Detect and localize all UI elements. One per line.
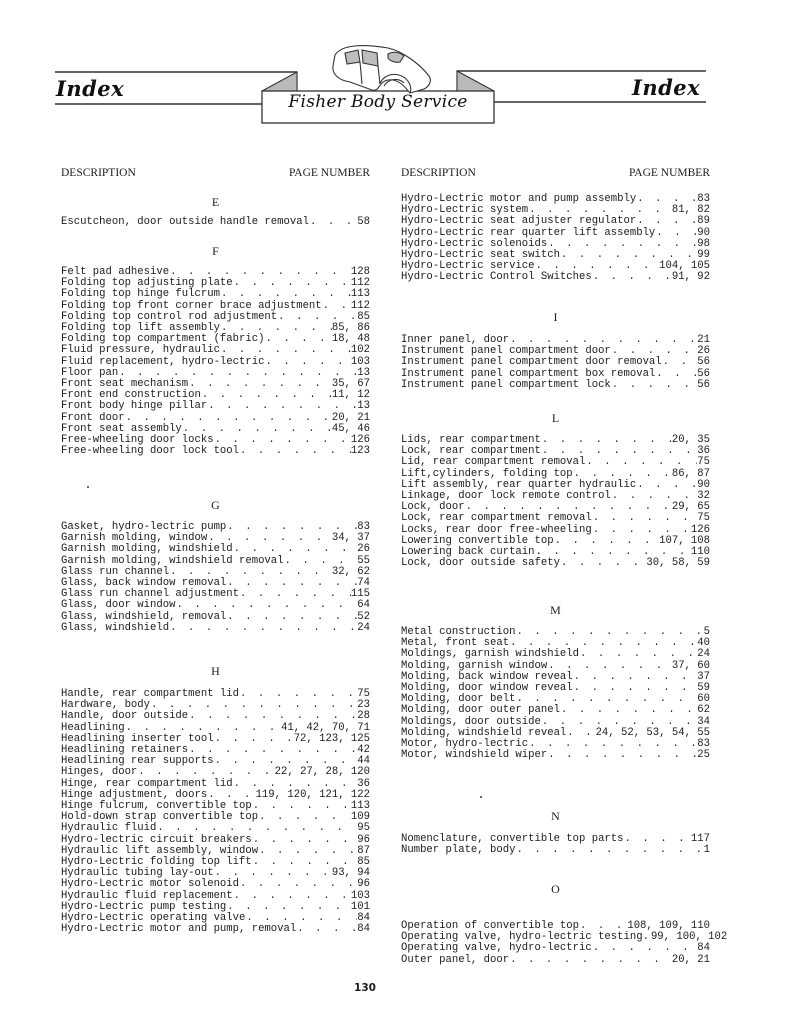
entry-page-number: 98 bbox=[697, 237, 710, 250]
entry-page-number: 84 bbox=[357, 923, 370, 936]
entry-description: Garnish molding, windshield bbox=[61, 543, 233, 556]
dot-leader bbox=[560, 558, 646, 569]
entry-description: Front seat assembly bbox=[61, 422, 182, 435]
entry-description: Nomenclature, convertible top parts bbox=[401, 833, 624, 845]
dot-leader bbox=[188, 711, 357, 722]
header-index-left: Index bbox=[56, 76, 125, 101]
entry-description: Lid, rear compartment removal bbox=[401, 456, 586, 469]
entry-description: Front body hinge pillar bbox=[61, 400, 208, 413]
entry-description: Hydro-Lectric seat adjuster regulator bbox=[401, 215, 637, 228]
entry-description: Number plate, body bbox=[401, 844, 516, 857]
entry-page-number: 107, 108 bbox=[659, 534, 710, 547]
entry-description: Hydro-Lectric service bbox=[401, 260, 535, 273]
entry-page-number: 91, 92 bbox=[671, 271, 710, 284]
index-entry bbox=[61, 544, 370, 555]
dot-leader bbox=[296, 924, 357, 935]
dot-leader bbox=[566, 728, 595, 739]
entry-description: Hydro-Lectric motor and pump assembly bbox=[401, 193, 637, 205]
entry-description: Glass, door window bbox=[61, 599, 176, 612]
entry-description: Free-wheeling door lock tool bbox=[61, 445, 240, 458]
entry-page-number: 75 bbox=[697, 456, 710, 469]
entry-description: Molding, garnish window bbox=[401, 659, 548, 672]
entry-description: Front end construction bbox=[61, 389, 201, 402]
entry-description: Operation of convertible top bbox=[401, 920, 580, 932]
entry-description: Hydro-Lectric pump testing bbox=[61, 900, 227, 913]
entry-page-number: 72, 123, 125 bbox=[293, 732, 370, 745]
dot-leader bbox=[592, 272, 672, 283]
entry-description: Floor pan bbox=[61, 366, 119, 379]
entry-description: Front door bbox=[61, 411, 125, 424]
entry-description: Lock, door outside safety bbox=[401, 557, 560, 570]
entry-page-number: 89 bbox=[697, 215, 710, 228]
index-entry bbox=[61, 446, 370, 457]
entry-description: Folding top lift assembly bbox=[61, 322, 220, 334]
entry-description: Headlining rear supports bbox=[61, 755, 214, 768]
entry-page-number: 75 bbox=[697, 512, 710, 525]
dot-leader bbox=[624, 834, 691, 845]
entry-page-number: 23 bbox=[357, 699, 370, 712]
entry-description: Lock, rear compartment removal bbox=[401, 512, 592, 525]
entry-page-number: 20, 21 bbox=[671, 953, 710, 966]
header-index-right: Index bbox=[632, 75, 701, 100]
entry-page-number: 56 bbox=[697, 378, 710, 391]
index-entry bbox=[61, 823, 370, 834]
index-column-left bbox=[61, 0, 370, 1000]
entry-description: Hydro-Lectric motor solenoid bbox=[61, 878, 240, 891]
dot-leader bbox=[636, 480, 697, 491]
index-entry bbox=[61, 289, 370, 300]
entry-page-number: 101 bbox=[350, 900, 370, 913]
entry-page-number: 28 bbox=[357, 710, 370, 723]
dot-leader bbox=[541, 435, 672, 446]
entry-page-number: 36 bbox=[697, 445, 710, 458]
entry-page-number: 18, 48 bbox=[331, 333, 370, 346]
entry-page-number: 58 bbox=[357, 216, 370, 228]
entry-description: Motor, hydro-lectric bbox=[401, 738, 529, 750]
dot-leader bbox=[214, 734, 294, 745]
dot-leader bbox=[239, 446, 351, 457]
entry-page-number: 40 bbox=[697, 637, 710, 650]
entry-description: Front seat mechanism bbox=[61, 378, 189, 390]
entry-page-number: 56 bbox=[697, 367, 710, 380]
entry-description: Linkage, door lock remote control bbox=[401, 490, 611, 502]
entry-page-number: 96 bbox=[357, 833, 370, 846]
entry-description: Molding, door outer panel bbox=[401, 704, 560, 717]
section-letter: M bbox=[550, 603, 561, 617]
entry-page-number: 34, 37 bbox=[331, 532, 370, 545]
entry-page-number: 86, 87 bbox=[671, 467, 710, 480]
dot-leader bbox=[220, 345, 351, 356]
entry-description: Handle, rear compartment lid bbox=[61, 688, 240, 700]
entry-description: Molding, door belt bbox=[401, 693, 516, 706]
dot-leader bbox=[226, 612, 357, 623]
entry-description: Hinges, door bbox=[61, 766, 138, 779]
dot-leader bbox=[188, 379, 332, 390]
index-entry bbox=[61, 767, 370, 778]
index-entry bbox=[401, 380, 710, 391]
index-entry bbox=[61, 879, 370, 890]
entry-page-number: 35, 67 bbox=[331, 378, 370, 390]
print-speck bbox=[87, 486, 89, 488]
entry-description: Glass, windshield, removal bbox=[61, 610, 227, 623]
entry-page-number: 87 bbox=[357, 844, 370, 857]
entry-description: Folding top compartment (fabric) bbox=[61, 333, 265, 346]
entry-page-number: 117 bbox=[690, 833, 710, 845]
dot-leader bbox=[573, 672, 698, 683]
section-letter: I bbox=[553, 310, 558, 324]
entry-description: Hydraulic fluid bbox=[61, 822, 157, 835]
section-letter: F bbox=[212, 244, 219, 258]
entry-page-number: 41, 42, 70, 71 bbox=[280, 721, 370, 734]
entry-description: Hydro-Lectric seat switch bbox=[401, 249, 560, 261]
dot-leader bbox=[156, 823, 357, 834]
section-letter: L bbox=[551, 411, 560, 425]
index-column-right bbox=[401, 0, 728, 1000]
entry-description: Glass run channel adjustment bbox=[61, 588, 240, 601]
entry-description: Motor, windshield wiper bbox=[401, 749, 548, 762]
entry-page-number: 44 bbox=[357, 755, 370, 768]
dot-leader bbox=[528, 739, 697, 750]
dot-leader bbox=[239, 589, 351, 600]
dot-leader bbox=[509, 955, 672, 966]
dot-leader bbox=[547, 750, 697, 761]
section-letter: E bbox=[211, 195, 220, 209]
index-entry bbox=[401, 955, 710, 966]
entry-page-number: 84 bbox=[357, 912, 370, 924]
entry-page-number: 21 bbox=[697, 334, 710, 346]
index-entry bbox=[401, 845, 710, 856]
index-entry bbox=[401, 649, 710, 660]
dot-leader bbox=[309, 217, 357, 228]
entry-page-number: 109 bbox=[350, 811, 370, 824]
dot-leader bbox=[239, 879, 357, 890]
entry-page-number: 34 bbox=[697, 715, 710, 728]
entry-page-number: 102 bbox=[350, 344, 370, 357]
banner-title: Fisher Body Service bbox=[288, 92, 468, 112]
dot-leader bbox=[258, 812, 351, 823]
entry-description: Molding, back window reveal bbox=[401, 670, 573, 683]
index-entry bbox=[61, 711, 370, 722]
entry-description: Instrument panel compartment door removal bbox=[401, 356, 662, 369]
index-entry bbox=[401, 943, 710, 954]
entry-page-number: 26 bbox=[697, 345, 710, 358]
entry-page-number: 110 bbox=[690, 546, 710, 558]
entry-page-number: 5 bbox=[703, 626, 710, 638]
dot-leader bbox=[592, 943, 698, 954]
dot-leader bbox=[207, 401, 357, 412]
dot-leader bbox=[573, 683, 698, 694]
entry-description: Instrument panel compartment door bbox=[401, 345, 611, 358]
description-header: DESCRIPTION bbox=[61, 167, 136, 179]
index-entry bbox=[401, 357, 710, 368]
entry-page-number: 20, 21 bbox=[331, 411, 370, 424]
dot-leader bbox=[547, 239, 697, 250]
entry-page-number: 64 bbox=[357, 599, 370, 612]
entry-page-number: 62 bbox=[697, 704, 710, 717]
entry-page-number: 24 bbox=[697, 648, 710, 661]
dot-leader bbox=[252, 801, 351, 812]
entry-page-number: 29, 65 bbox=[671, 501, 710, 514]
dot-leader bbox=[233, 278, 351, 289]
entry-page-number: 36 bbox=[357, 777, 370, 790]
entry-page-number: 32 bbox=[697, 490, 710, 502]
dot-leader bbox=[201, 390, 332, 401]
entry-description: Handle, door outside bbox=[61, 710, 189, 723]
dot-leader bbox=[258, 846, 357, 857]
dot-leader bbox=[560, 705, 697, 716]
entry-page-number: 11, 12 bbox=[331, 389, 370, 402]
entry-page-number: 90 bbox=[697, 478, 710, 491]
entry-description: Headlining inserter tool bbox=[61, 732, 214, 745]
entry-page-number: 13 bbox=[357, 400, 370, 413]
dot-leader bbox=[226, 578, 357, 589]
dot-leader bbox=[322, 301, 351, 312]
entry-page-number: 126 bbox=[350, 434, 370, 446]
entry-page-number: 99, 100, 102 bbox=[650, 931, 728, 944]
entry-description: Hydro-Lectric Control Switches bbox=[401, 271, 592, 284]
entry-page-number: 22, 27, 28, 120 bbox=[274, 766, 370, 779]
index-entry bbox=[401, 216, 710, 227]
index-entry bbox=[401, 272, 710, 283]
entry-page-number: 95 bbox=[357, 822, 370, 835]
entry-page-number: 45, 46 bbox=[331, 422, 370, 435]
entry-description: Free-wheeling door locks bbox=[61, 434, 214, 446]
entry-description: Outer panel, door bbox=[401, 953, 510, 966]
dot-leader bbox=[655, 228, 697, 239]
section-letter: G bbox=[211, 498, 220, 512]
dot-leader bbox=[515, 627, 703, 638]
entry-description: Felt pad adhesive bbox=[61, 266, 170, 278]
dot-leader bbox=[662, 357, 698, 368]
entry-description: Folding top hinge fulcrum bbox=[61, 288, 220, 301]
section-letter: H bbox=[211, 664, 220, 678]
entry-page-number: 37 bbox=[697, 670, 710, 683]
entry-page-number: 60 bbox=[697, 693, 710, 706]
entry-description: Folding top front corner brace adjustment bbox=[61, 299, 322, 312]
entry-page-number: 113 bbox=[350, 288, 370, 301]
entry-description: Molding, windshield reveal bbox=[401, 726, 567, 739]
entry-description: Hydro-Lectric system bbox=[401, 204, 529, 217]
entry-description: Escutcheon, door outside handle removal bbox=[61, 216, 309, 228]
entry-page-number: 75 bbox=[357, 688, 370, 700]
entry-page-number: 83 bbox=[697, 738, 710, 750]
entry-description: Folding top control rod adjustment bbox=[61, 310, 278, 323]
entry-description: Hold-down strap convertible top bbox=[61, 811, 259, 824]
entry-description: Operating valve, hydro-lectric testing. bbox=[401, 931, 649, 944]
index-entry bbox=[401, 750, 710, 761]
entry-page-number: 126 bbox=[690, 523, 710, 536]
entry-page-number: 108, 109, 110 bbox=[627, 920, 710, 932]
dot-leader bbox=[239, 689, 357, 700]
entry-description: Lift assembly, rear quarter hydraulic bbox=[401, 478, 637, 491]
entry-description: Molding, door window reveal bbox=[401, 682, 573, 694]
dot-leader bbox=[655, 369, 697, 380]
entry-page-number: 90 bbox=[697, 226, 710, 239]
dot-leader bbox=[579, 649, 697, 660]
entry-page-number: 85 bbox=[357, 310, 370, 323]
entry-description: Fluid pressure, hydraulic bbox=[61, 344, 220, 357]
column-header bbox=[401, 167, 710, 181]
entry-page-number: 103 bbox=[350, 889, 370, 902]
entry-page-number: 83 bbox=[697, 193, 710, 205]
entry-page-number: 123 bbox=[350, 445, 370, 458]
entry-description: Moldings, door outside bbox=[401, 715, 541, 728]
dot-leader bbox=[169, 623, 357, 634]
entry-description: Locks, rear door free-wheeling bbox=[401, 523, 592, 536]
index-entry bbox=[401, 558, 710, 569]
entry-description: Hydro-Lectric operating valve bbox=[61, 912, 246, 924]
entry-description: Instrument panel compartment lock bbox=[401, 378, 611, 391]
dot-leader bbox=[636, 216, 697, 227]
entry-description: Hydro-Lectric solenoids bbox=[401, 237, 548, 250]
entry-description: Garnish molding, window bbox=[61, 532, 208, 545]
entry-description: Glass run channel bbox=[61, 565, 170, 578]
entry-description: Hydro-Lectric folding top lift bbox=[61, 856, 252, 868]
entry-description: Lids, rear compartment bbox=[401, 434, 541, 446]
dot-leader bbox=[252, 835, 358, 846]
index-entry bbox=[61, 401, 370, 412]
entry-description: Lift,cylinders, folding top bbox=[401, 467, 573, 480]
page-number: 130 bbox=[354, 982, 376, 994]
entry-page-number: 103 bbox=[350, 355, 370, 368]
entry-description: Headlining retainers bbox=[61, 744, 189, 756]
entry-description: Gasket, hydro-lectric pump bbox=[61, 521, 227, 533]
entry-description: Metal construction bbox=[401, 626, 516, 638]
entry-page-number: 112 bbox=[350, 277, 370, 290]
entry-page-number: 24 bbox=[357, 621, 370, 634]
entry-page-number: 113 bbox=[350, 800, 370, 812]
entry-description: Garnish molding, windshield removal bbox=[61, 554, 284, 567]
dot-leader bbox=[264, 357, 350, 368]
entry-description: Glass, windshield bbox=[61, 621, 170, 634]
entry-description: Hinge adjustment, doors bbox=[61, 788, 208, 801]
entry-description: Glass, back window removal bbox=[61, 577, 227, 589]
column-header bbox=[61, 167, 370, 181]
entry-description: Lowering back curtain bbox=[401, 546, 535, 558]
entry-description: Hydro-Lectric motor and pump, removal bbox=[61, 923, 297, 936]
entry-page-number: 85 bbox=[357, 856, 370, 868]
dot-leader bbox=[592, 513, 698, 524]
entry-description: Headlining bbox=[61, 721, 125, 734]
entry-page-number: 119, 120, 121, 122 bbox=[255, 788, 370, 801]
page-number-header: PAGE NUMBER bbox=[288, 167, 370, 179]
entry-description: Fluid replacement, hydro-lectric bbox=[61, 355, 265, 368]
dot-leader bbox=[220, 289, 351, 300]
entry-page-number: 55 bbox=[357, 554, 370, 567]
description-header: DESCRIPTION bbox=[401, 167, 476, 179]
dot-leader bbox=[585, 457, 697, 468]
entry-description: Hardware, body bbox=[61, 699, 151, 712]
dot-leader bbox=[137, 767, 274, 778]
entry-page-number: 24, 52, 53, 54, 55 bbox=[595, 726, 710, 739]
dot-leader bbox=[515, 845, 703, 856]
entry-description: Lock, rear compartment bbox=[401, 445, 541, 458]
entry-page-number: 128 bbox=[350, 266, 370, 278]
entry-page-number: 56 bbox=[697, 356, 710, 369]
entry-description: Hydro-lectric circuit breakers bbox=[61, 833, 252, 846]
entry-page-number: 104, 105 bbox=[659, 260, 710, 273]
entry-page-number: 37, 60 bbox=[671, 659, 710, 672]
entry-page-number: 81, 82 bbox=[671, 204, 710, 217]
entry-description: Hydraulic tubing lay-out bbox=[61, 867, 214, 880]
index-entry bbox=[61, 623, 370, 634]
entry-page-number: 96 bbox=[357, 878, 370, 891]
entry-page-number: 115 bbox=[350, 588, 370, 601]
entry-page-number: 25 bbox=[697, 749, 710, 762]
dot-leader bbox=[611, 380, 697, 391]
entry-description: Lock, door bbox=[401, 501, 465, 514]
entry-page-number: 30, 58, 59 bbox=[646, 557, 710, 570]
entry-page-number: 20, 35 bbox=[671, 434, 710, 446]
dot-leader bbox=[554, 536, 660, 547]
entry-description: Hydraulic lift assembly, window bbox=[61, 844, 259, 857]
entry-page-number: 112 bbox=[350, 299, 370, 312]
entry-description: Hydraulic fluid replacement bbox=[61, 889, 233, 902]
entry-page-number: 93, 94 bbox=[331, 867, 370, 880]
index-entry bbox=[401, 705, 710, 716]
entry-page-number: 1 bbox=[703, 844, 710, 857]
index-entry bbox=[401, 457, 710, 468]
index-entry bbox=[61, 217, 370, 228]
index-entry bbox=[61, 345, 370, 356]
entry-description: Hinge fulcrum, convertible top bbox=[61, 800, 252, 812]
entry-page-number: 42 bbox=[357, 744, 370, 756]
entry-description: Lowering convertible top bbox=[401, 534, 554, 547]
section-letter: O bbox=[551, 882, 560, 896]
section-letter: N bbox=[551, 809, 560, 823]
entry-page-number: 85, 86 bbox=[331, 322, 370, 334]
page-number-header: PAGE NUMBER bbox=[628, 167, 710, 179]
entry-page-number: 26 bbox=[357, 543, 370, 556]
entry-description: Instrument panel compartment box removal bbox=[401, 367, 656, 380]
entry-description: Moldings, garnish windshield bbox=[401, 648, 580, 661]
entry-description: Hydro-Lectric rear quarter lift assembly bbox=[401, 226, 656, 239]
entry-page-number: 52 bbox=[357, 610, 370, 623]
entry-page-number: 84 bbox=[697, 942, 710, 955]
index-entry bbox=[61, 600, 370, 611]
entry-description: Folding top adjusting plate bbox=[61, 277, 233, 290]
entry-description: Hinge, rear compartment lid bbox=[61, 777, 233, 790]
print-speck bbox=[480, 796, 482, 798]
dot-leader bbox=[233, 544, 358, 555]
entry-page-number: 74 bbox=[357, 577, 370, 589]
entry-description: Operating valve, hydro-lectric bbox=[401, 942, 592, 955]
index-entry bbox=[401, 513, 710, 524]
entry-page-number: 83 bbox=[357, 521, 370, 533]
dot-leader bbox=[175, 600, 357, 611]
entry-page-number: 59 bbox=[697, 682, 710, 694]
dot-leader bbox=[233, 891, 351, 902]
dot-leader bbox=[264, 334, 331, 345]
entry-page-number: 13 bbox=[357, 366, 370, 379]
entry-description: Inner panel, door bbox=[401, 334, 510, 346]
entry-description: Metal, front seat bbox=[401, 637, 510, 650]
entry-page-number: 99 bbox=[697, 249, 710, 261]
index-entry bbox=[61, 924, 370, 935]
entry-page-number: 32, 62 bbox=[331, 565, 370, 578]
